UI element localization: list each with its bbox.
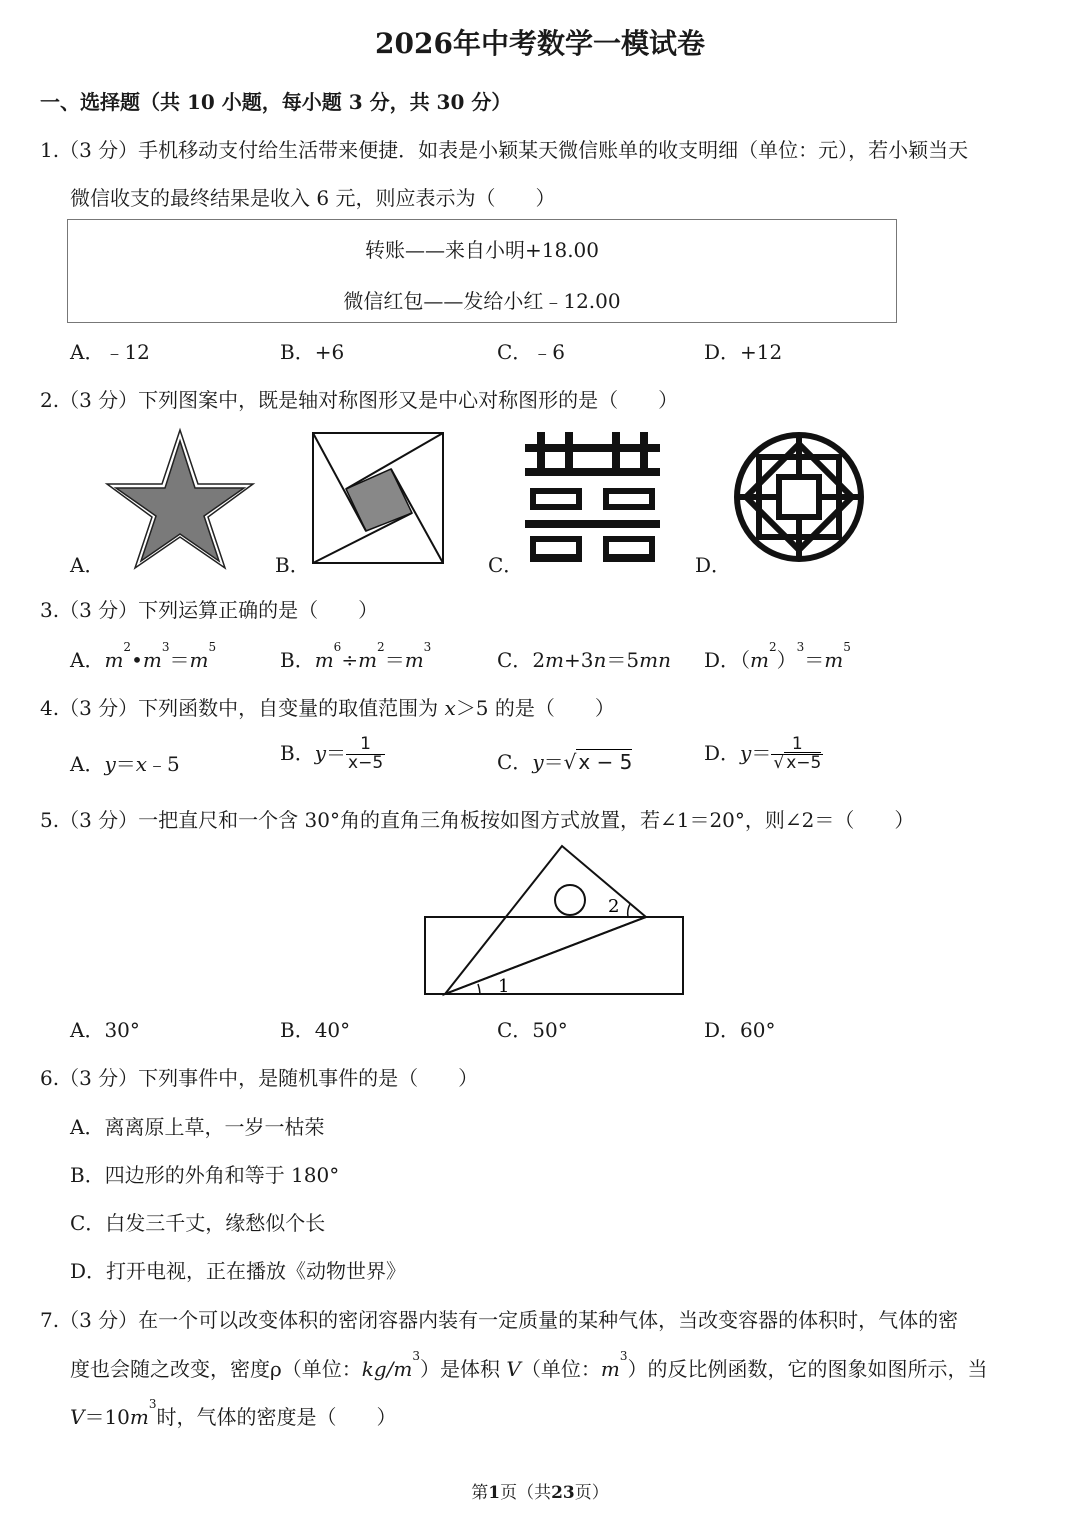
q3-option-d[interactable]: D．$(m^2)^3=m^5$ bbox=[704, 640, 851, 672]
q1-table-row2: 微信红包——发给小红﹣12.00 bbox=[343, 289, 621, 313]
angle-2-label: 2 bbox=[608, 896, 620, 917]
q6-option-a[interactable]: A．离离原上草，一岁一枯荣 bbox=[70, 1115, 325, 1139]
section-heading: 一、选择题（共 10 小题，每小题 3 分，共 30 分） bbox=[40, 90, 512, 114]
q2-option-c-label[interactable]: C． bbox=[488, 553, 524, 577]
page-footer: 第1页（共23页） bbox=[471, 1483, 609, 1503]
q5-text: 5.（3 分）一把直尺和一个含 30°角的直角三角板按如图方式放置，若∠1＝20°，则∠2＝（ ） bbox=[40, 808, 915, 832]
q6-text: 6.（3 分）下列事件中，是随机事件的是（ ） bbox=[40, 1066, 479, 1090]
q1-line2: 微信收支的最终结果是收入 6 元，则应表示为（ ） bbox=[70, 186, 556, 210]
page-title: 2026年中考数学一模试卷 bbox=[375, 27, 705, 60]
q6-option-b[interactable]: B．四边形的外角和等于 180° bbox=[70, 1163, 340, 1187]
ruler-triangle-figure bbox=[420, 842, 690, 1000]
q3-option-c[interactable]: C．2m+3n＝5mn bbox=[497, 648, 671, 672]
q4-option-a[interactable]: A．y＝x﹣5 bbox=[70, 752, 180, 776]
q1-option-b[interactable]: B．+6 bbox=[280, 340, 345, 364]
q2-option-d-label[interactable]: D． bbox=[695, 553, 732, 577]
q5-option-c[interactable]: C．50° bbox=[497, 1018, 568, 1042]
q3-option-a[interactable]: A．$m^2•m^3=m^5$ bbox=[70, 640, 217, 672]
double-happiness-figure bbox=[525, 432, 660, 562]
star-figure bbox=[105, 428, 255, 568]
q1-table-row1: 转账——来自小明+18.00 bbox=[364, 238, 599, 262]
q5-option-d[interactable]: D．60° bbox=[704, 1018, 776, 1042]
square-pinwheel-figure bbox=[312, 432, 444, 564]
q4-text: 4.（3 分）下列函数中，自变量的取值范围为 x＞5 的是（ ） bbox=[40, 696, 615, 720]
q4-option-c[interactable]: C．y＝√ x − 5 bbox=[497, 750, 633, 774]
q1-option-d[interactable]: D．+12 bbox=[704, 340, 783, 364]
q1-option-a[interactable]: A．﹣12 bbox=[70, 340, 150, 364]
q3-option-b[interactable]: B．$m^6\div m^2=m^3$ bbox=[280, 640, 432, 672]
q2-option-b-label[interactable]: B． bbox=[275, 553, 310, 577]
q3-text: 3.（3 分）下列运算正确的是（ ） bbox=[40, 598, 379, 622]
fraction: $\frac{1}{x-5}$ bbox=[348, 734, 384, 773]
q6-option-c[interactable]: C．白发三千丈，缘愁似个长 bbox=[70, 1211, 326, 1235]
angle-1-label: 1 bbox=[498, 976, 510, 997]
q2-text: 2.（3 分）下列图案中，既是轴对称图形又是中心对称图形的是（ ） bbox=[40, 388, 679, 412]
q1-table bbox=[67, 219, 897, 323]
q2-option-a-label[interactable]: A． bbox=[70, 553, 105, 577]
fraction: $\frac{1}{√ x-5}$ bbox=[773, 734, 822, 773]
q1-line1: 1.（3 分）手机移动支付给生活带来便捷．如表是小颖某天微信账单的收支明细（单位：元），若小颖当天 bbox=[40, 138, 969, 162]
q6-option-d[interactable]: D．打开电视，正在播放《动物世界》 bbox=[70, 1259, 407, 1283]
q7-line2: 度也会随之改变，密度ρ（单位：$kg/m^3$）是体积 V（单位：$m^3$）的反比例函数，它的图象如图所示，当 bbox=[70, 1349, 988, 1381]
q4-option-d[interactable]: D．y＝ $\frac{1}{√ x-5}$ bbox=[704, 734, 822, 773]
circle-lattice-figure bbox=[732, 430, 866, 564]
q7-line1: 7.（3 分）在一个可以改变体积的密闭容器内装有一定质量的某种气体，当改变容器的体积时，气体的密 bbox=[40, 1308, 959, 1332]
q5-option-b[interactable]: B．40° bbox=[280, 1018, 351, 1042]
q1-option-c[interactable]: C．﹣6 bbox=[497, 340, 566, 364]
q5-option-a[interactable]: A．30° bbox=[70, 1018, 140, 1042]
q7-line3: $V=10m^3$时，气体的密度是（ ） bbox=[70, 1397, 397, 1429]
q4-option-b[interactable]: B．y＝ $\frac{1}{x-5}$ bbox=[280, 734, 384, 773]
